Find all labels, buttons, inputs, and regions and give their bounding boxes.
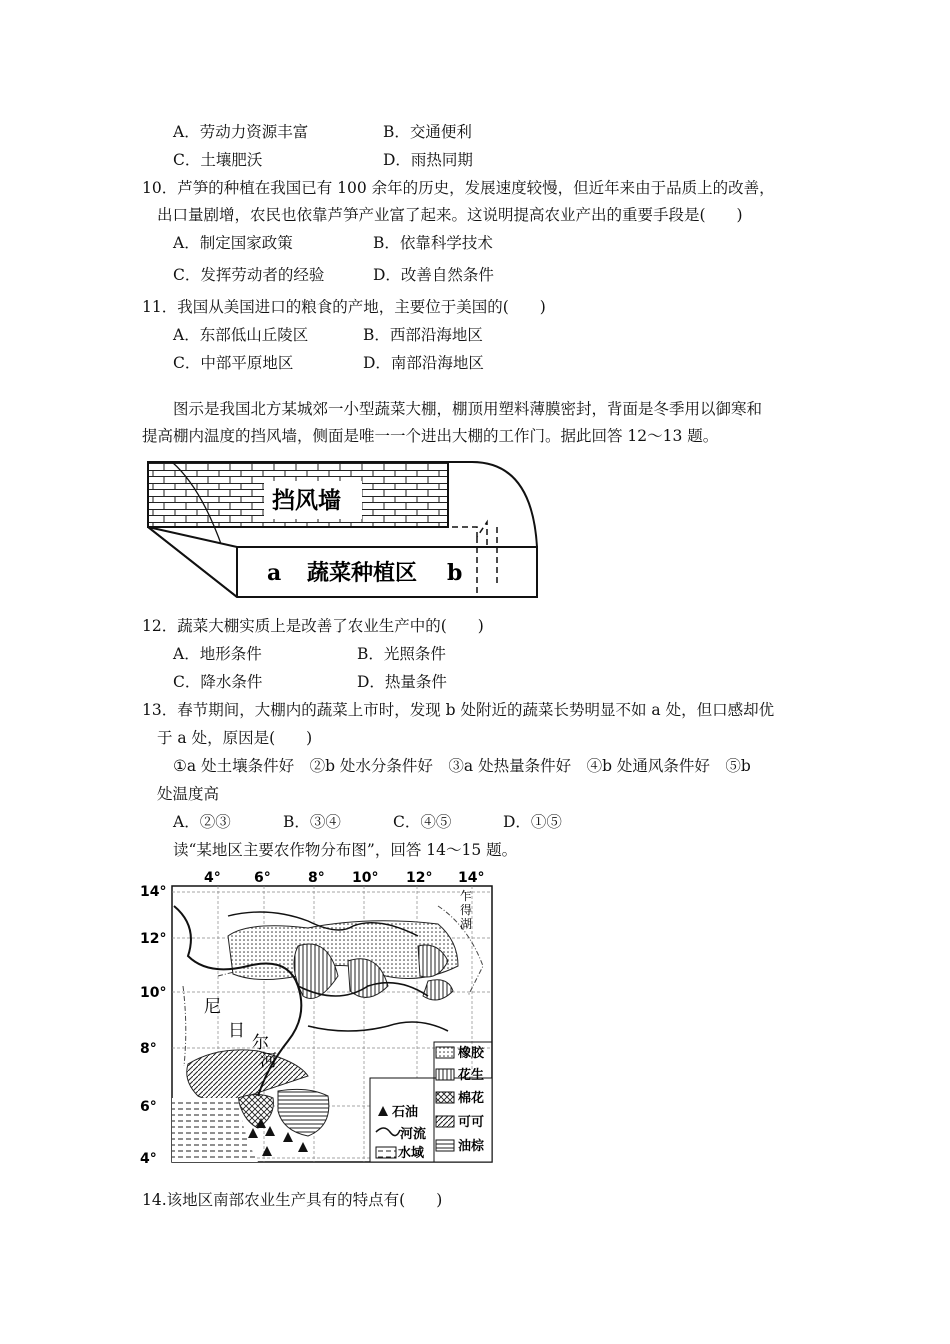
lat-label-14: 14° [140, 884, 167, 900]
legend-petroleum: 石油 [392, 1105, 419, 1120]
q10-stem-line2: 出口量剧增，农民也依靠芦笋产业富了起来。这说明提高农业产出的重要手段是( ) [157, 206, 743, 224]
greenhouse-diagram [142, 457, 552, 607]
crop-map [138, 866, 498, 1168]
lake-char-1: 乍 [460, 889, 473, 903]
lat-label-6: 6° [140, 1099, 157, 1115]
q13-stem-line1: 13．春节期间，大棚内的蔬菜上市时，发现 b 处附近的蔬菜长势明显不如 a 处，但口感却优 [142, 701, 775, 719]
lon-label-4: 4° [204, 870, 221, 886]
q10-option-b: B．依靠科学技术 [373, 234, 493, 252]
q10-option-a: A．制定国家政策 [173, 234, 293, 252]
lon-label-12: 12° [406, 870, 433, 886]
lon-label-8: 8° [308, 870, 325, 886]
q13-option-c: C．④⑤ [393, 813, 452, 831]
lon-label-10: 10° [352, 870, 379, 886]
area-label: 蔬菜种植区 [307, 560, 418, 586]
lon-label-6: 6° [254, 870, 271, 886]
intro-12-13-line1: 图示是我国北方某城郊一小型蔬菜大棚，棚顶用塑料薄膜密封，背面是冬季用以御寒和 [173, 400, 763, 418]
lake-char-2: 得 [460, 903, 473, 917]
lat-label-4: 4° [140, 1151, 157, 1167]
q12-stem: 12．蔬菜大棚实质上是改善了农业生产中的( ) [142, 617, 484, 635]
q9-option-b: B．交通便利 [383, 123, 472, 141]
q12-option-d: D．热量条件 [357, 673, 447, 691]
q12-option-c: C．降水条件 [173, 673, 263, 691]
q10-stem-line1: 10．芦笋的种植在我国已有 100 余年的历史，发展速度较慢，但近年来由于品质上的改善， [142, 179, 775, 197]
intro-12-13-line2: 提高棚内温度的挡风墙，侧面是唯一一个进出大棚的工作门。据此回答 12～13 题。 [142, 427, 719, 445]
legend-rubber: 橡胶 [458, 1046, 485, 1061]
q11-stem: 11．我国从美国进口的粮食的产地，主要位于美国的( ) [142, 298, 546, 316]
q13-statements-line1: ①a 处土壤条件好 ②b 处水分条件好 ③a 处热量条件好 ④b 处通风条件好 ⑤b [173, 757, 751, 775]
q13-option-b: B．③④ [283, 813, 341, 831]
q12-option-b: B．光照条件 [357, 645, 446, 663]
q13-option-a: A．②③ [173, 813, 231, 831]
lat-label-10: 10° [140, 985, 167, 1001]
q11-option-d: D．南部沿海地区 [363, 354, 484, 372]
lon-label-14: 14° [458, 870, 485, 886]
legend-oil-palm: 油棕 [458, 1139, 485, 1154]
q13-stem-line2: 于 a 处，原因是( ) [157, 729, 313, 747]
area-label-b: b [447, 560, 463, 586]
legend-river: 河流 [400, 1127, 427, 1142]
q9-option-d: D．雨热同期 [383, 151, 473, 169]
q11-option-b: B．西部沿海地区 [363, 326, 483, 344]
legend-cocoa: 可可 [458, 1115, 485, 1130]
lat-label-8: 8° [140, 1041, 157, 1057]
q11-option-a: A．东部低山丘陵区 [173, 326, 309, 344]
q10-option-d: D．改善自然条件 [373, 266, 494, 284]
legend-peanut: 花生 [458, 1068, 485, 1083]
q9-option-c: C．土壤肥沃 [173, 151, 263, 169]
river-char-3: 尔 [252, 1033, 269, 1053]
area-label-a: a [267, 560, 282, 586]
river-char-2: 日 [228, 1021, 245, 1041]
q14-stem: 14.该地区南部农业生产具有的特点有( ) [142, 1191, 443, 1209]
wall-label: 挡风墙 [272, 487, 341, 514]
lake-char-3: 湖 [460, 917, 473, 931]
q9-option-a: A．劳动力资源丰富 [173, 123, 309, 141]
q13-option-d: D．①⑤ [503, 813, 562, 831]
q13-statements-line2: 处温度高 [157, 785, 220, 803]
intro-14-15: 读“某地区主要农作物分布图”，回答 14～15 题。 [173, 841, 518, 859]
lat-label-12: 12° [140, 931, 167, 947]
river-char-4: 河 [260, 1051, 277, 1071]
legend-water: 水域 [398, 1146, 425, 1161]
q11-option-c: C．中部平原地区 [173, 354, 294, 372]
legend-cotton: 棉花 [458, 1091, 485, 1106]
q12-option-a: A．地形条件 [173, 645, 262, 663]
river-char-1: 尼 [204, 997, 221, 1017]
q10-option-c: C．发挥劳动者的经验 [173, 266, 325, 284]
